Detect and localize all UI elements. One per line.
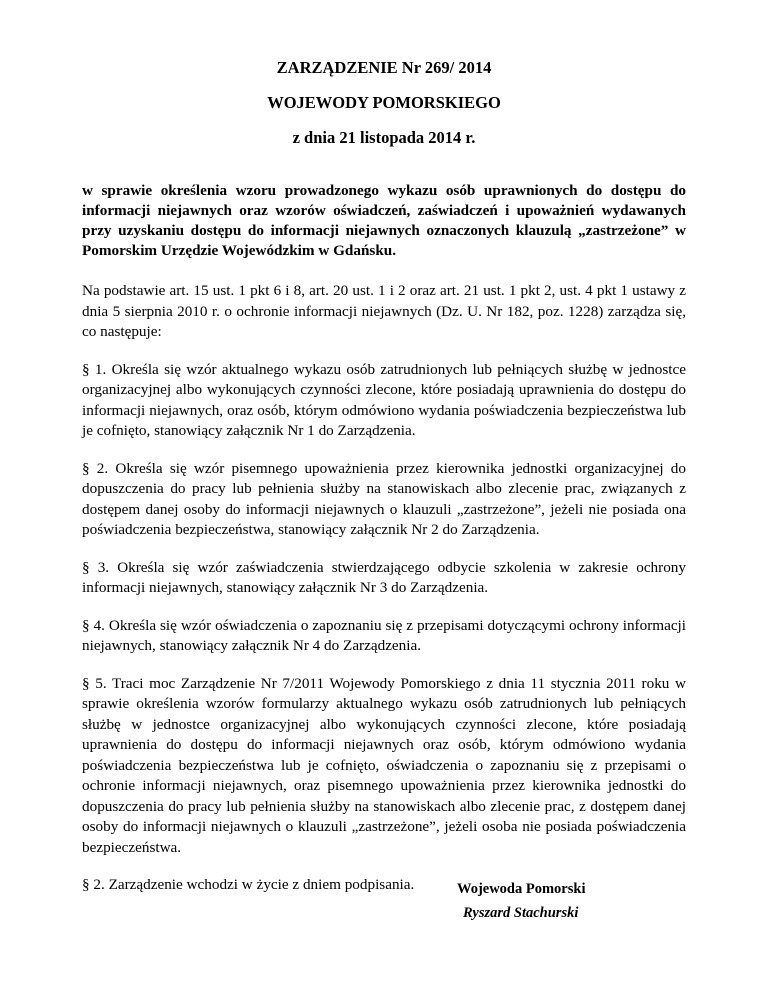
document-subject: w sprawie określenia wzoru prowadzonego wykazu osób uprawnionych do dostępu do informacji niejawnych oraz wzorów oświadczeń, zaświadczeń i upoważnień wydawanych przy uzyskaniu dostępu do informacji niejawnych oznaczonych klauzulą „zastrzeżone” w Pomorskim Urzędzie Wojewódzkim w Gdańsku. [82, 182, 686, 259]
signature-block [457, 879, 585, 923]
section-1: § 1. Określa się wzór aktualnego wykazu osób zatrudnionych lub pełniących służbę w jednostce organizacyjnej albo wykonujących czynności zlecone, które posiadają uprawnienia do dostępu do informacji niejawnych, oraz osób, którym odmówiono wydania poświadczenia bezpieczeństwa lub je cofnięto, stanowiący załącznik Nr 1 do Zarządzenia. [82, 360, 686, 439]
section-3: § 3. Określa się wzór zaświadczenia stwierdzającego odbycie szkolenia w zakresie ochrony informacji niejawnych, stanowiący załącznik Nr 3 do Zarządzenia. [82, 558, 686, 596]
document-date: z dnia 21 listopada 2014 r. [292, 128, 476, 147]
document-issuer: WOJEWODY POMORSKIEGO [267, 93, 501, 112]
signature-name: Ryszard Stachurski [463, 905, 579, 921]
section-4: § 4. Określa się wzór oświadczenia o zapoznaniu się z przepisami dotyczącymi ochrony informacji niejawnych, stanowiący załącznik Nr 4 do Zarządzenia. [82, 616, 686, 654]
signature-role: Wojewoda Pomorski [457, 881, 586, 897]
document-title: ZARZĄDZENIE Nr 269/ 2014 [276, 58, 492, 77]
section-5: § 5. Traci moc Zarządzenie Nr 7/2011 Wojewody Pomorskiego z dnia 11 stycznia 2011 roku w sprawie określenia wzorów formularzy aktualnego wykazu osób zatrudnionych lub pełniących służbę w jednostce organizacyjnej albo wykonujących czynności zlecone, które posiadają uprawnienia do dostępu do informacji niejawnych oraz osób, którym odmówiono wydania poświadczenia bezpieczeństwa lub je cofnięto, oświadczenia o zapoznaniu się z przepisami o ochronie informacji niejawnych, oraz pisemnego upoważnienia przez kierownika jednostki do dopuszczenia do pracy lub pełnienia służby na stanowiskach albo zlecenie prac, z dostępem danej osoby do informacji niejawnych o klauzuli „zastrzeżone”, jeżeli osoba nie posiada poświadczenia bezpieczeństwa. [82, 674, 686, 856]
section-2: § 2. Określa się wzór pisemnego upoważnienia przez kierownika jednostki organizacyjnej do dopuszczenia do pracy lub pełnienia służby na stanowiskach albo zlecenie prac, związanych z dostępem danej osoby do informacji niejawnych o klauzuli „zastrzeżone”, jeżeli nie posiada ona poświadczenia bezpieczeństwa, stanowiący załącznik Nr 2 do Zarządzenia. [82, 459, 686, 538]
legal-basis: Na podstawie art. 15 ust. 1 pkt 6 i 8, art. 20 ust. 1 i 2 oraz art. 21 ust. 1 pkt 2, ust. 4 pkt 1 ustawy z dnia 5 sierpnia 2010 r. o ochronie informacji niejawnych (Dz. U. Nr 182, poz. 1228) zarządza się, co następuje: [82, 282, 686, 340]
section-final: § 2. Zarządzenie wchodzi w życie z dniem podpisania. [82, 876, 415, 893]
